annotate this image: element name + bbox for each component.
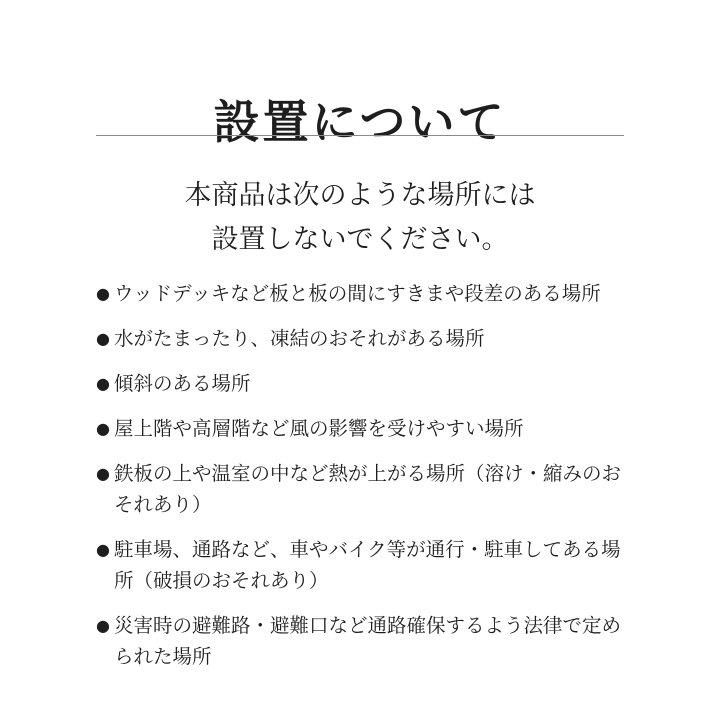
bullet-icon: ●	[96, 284, 110, 303]
list-item-text: 災害時の避難路・避難口など通路確保するよう法律で定められた場所	[114, 614, 622, 668]
bullet-icon: ●	[96, 374, 110, 393]
page-title: 設置について	[213, 94, 507, 149]
list-item-text: ウッドデッキなど板と板の間にすきまや段差のある場所	[114, 282, 601, 305]
lead-line-2: 設置しないでください。	[211, 224, 509, 255]
bullet-icon: ●	[96, 329, 110, 348]
list-item	[96, 278, 636, 309]
bullet-icon: ●	[96, 616, 110, 635]
lead-line-1: 本商品は次のような場所には	[184, 180, 536, 211]
list-item	[96, 458, 636, 520]
title-divider	[96, 135, 624, 136]
list-item-text: 屋上階や高層階など風の影響を受けやすい場所	[114, 417, 524, 440]
bullet-icon: ●	[96, 540, 110, 559]
bullet-icon: ●	[96, 419, 110, 438]
list-item	[96, 534, 636, 596]
list-item	[96, 368, 636, 399]
list-item-text: 水がたまったり、凍結のおそれがある場所	[114, 327, 485, 350]
bullet-icon: ●	[96, 464, 110, 483]
list-item	[96, 610, 636, 672]
list-item	[96, 413, 636, 444]
list-item-text: 駐車場、通路など、車やバイク等が通行・駐車してある場所（破損のおそれあり）	[114, 538, 621, 592]
list-item	[96, 323, 636, 354]
list-item-text: 鉄板の上や温室の中など熱が上がる場所（溶け・縮みのおそれあり）	[114, 462, 622, 516]
location-list	[96, 278, 636, 672]
lead-text	[0, 174, 720, 262]
list-item-text: 傾斜のある場所	[114, 372, 251, 395]
